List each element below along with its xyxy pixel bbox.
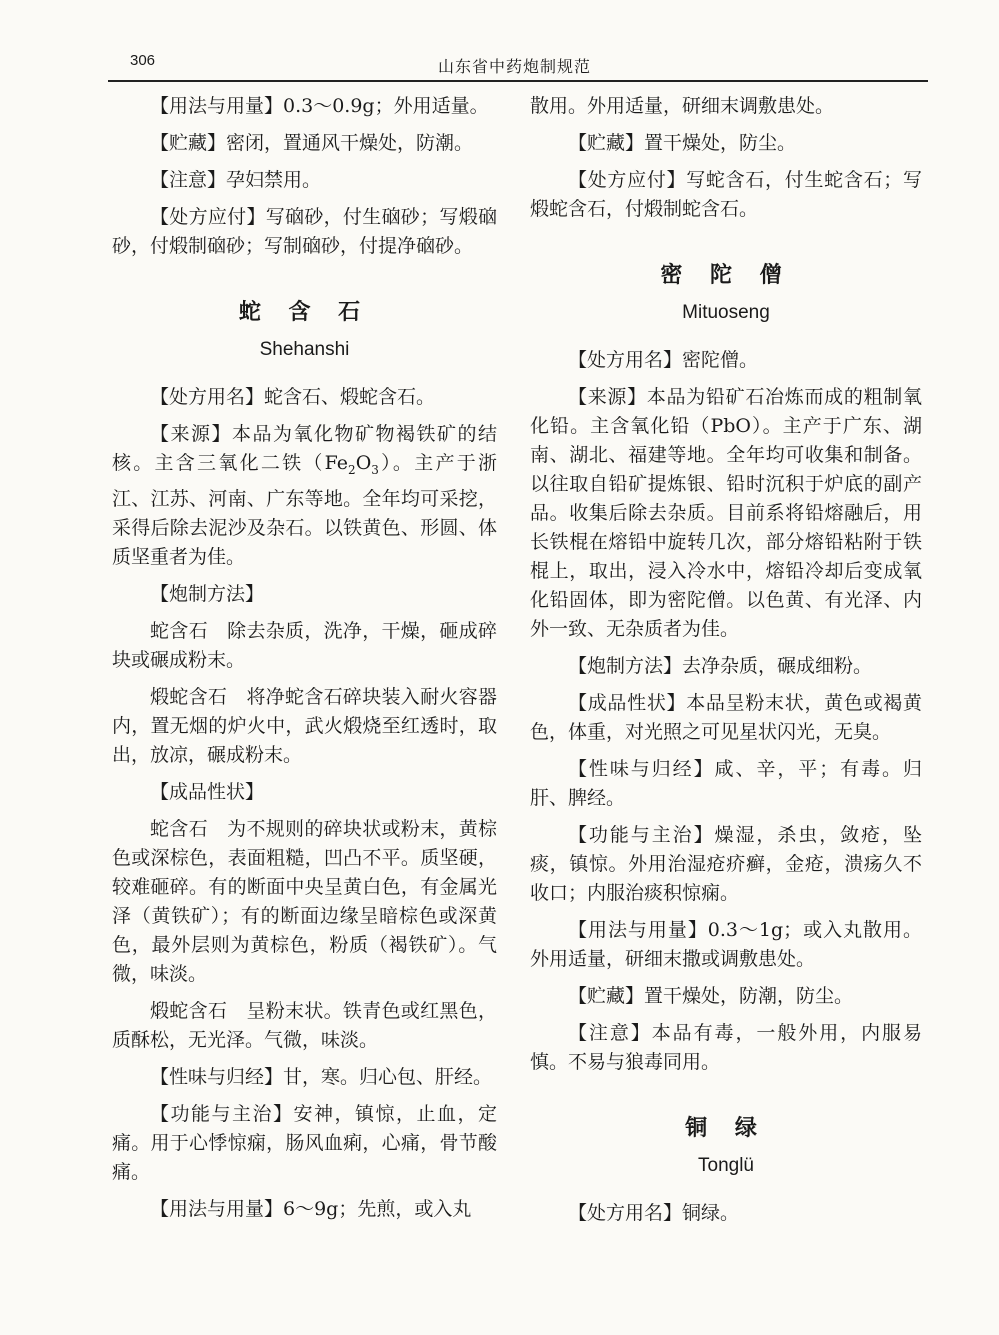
section-title: 蛇 含 石 <box>238 299 371 325</box>
right-column <box>530 92 922 1236</box>
paragraph: 【贮藏】密闭，置通风干燥处，防潮。 <box>150 132 474 154</box>
paragraph: 【用法与用量】0.3～1g；或入丸散用。外用适量，研细末撒或调敷患处。 <box>530 919 922 970</box>
section-title: 铜 绿 <box>685 1115 767 1141</box>
paragraph: 【用法与用量】6～9g；先煎，或入丸 <box>150 1197 472 1220</box>
paragraph: 【处方用名】密陀僧。 <box>568 349 759 371</box>
paragraph: 【性味与归经】咸、辛，平；有毒。归肝、脾经。 <box>530 758 922 809</box>
paragraph: 【注意】孕妇禁用。 <box>150 169 322 191</box>
page-number: 306 <box>130 52 156 69</box>
paragraph: 【成品性状】 <box>150 780 265 803</box>
section-title-pinyin: Mituoseng <box>682 302 770 323</box>
paragraph: 【来源】本品为氧化物矿物褐铁矿的结核。主含三氧化二铁$(Fe_2O_3)$。主产于浙江、江苏、河南、广东等地。全年均可采挖，采得后除去泥沙及杂石。以铁黄色、形圆、体质坚重者为佳。 <box>112 423 497 568</box>
paragraph: 【成品性状】本品呈粉末状，黄色或褐黄色，体重，对光照之可见星状闪光，无臭。 <box>530 692 922 743</box>
paragraph: 【功能与主治】燥湿，杀虫，敛疮，坠痰，镇惊。外用治湿疮疥癣，金疮，溃疡久不收口；内服治痰积惊痫。 <box>530 824 922 904</box>
page-header <box>108 50 928 82</box>
paragraph: 【处方用名】铜绿。 <box>568 1202 740 1224</box>
section-title-pinyin: Tonglü <box>698 1155 754 1176</box>
paragraph: 蛇含石 为不规则的碎块状或粉末，黄棕色或深棕色，表面粗糙，凹凸不平。质坚硬，较难砸碎。有的断面中央呈黄白色，有金属光泽（黄铁矿）；有的断面边缘呈暗棕色或深黄色，最外层则为黄棕色，粉质（褐铁矿）。气微，味淡。 <box>112 817 497 985</box>
paragraph: 【来源】本品为铅矿石冶炼而成的粗制氧化铅。主含氧化铅（PbO）。主产于广东、湖南、湖北、福建等地。全年均可收集和制备。以往取自铅矿提炼银、铅时沉积于炉底的副产品。收集后除去杂质。目前系将铅熔融后，用长铁棍在熔铅中旋转几次，部分熔铅粘附于铁棍上，取出，浸入冷水中，熔铅冷却后变成氧化铅固体，即为密陀僧。以色黄、有光泽、内外一致、无杂质者为佳。 <box>530 386 922 640</box>
paragraph: 【贮藏】置干燥处，防潮，防尘。 <box>568 985 854 1007</box>
paragraph: 【炮制方法】去净杂质，碾成细粉。 <box>568 655 873 677</box>
paragraph: 煅蛇含石 将净蛇含石碎块装入耐火容器内，置无烟的炉火中，武火煅烧至红透时，取出，放凉，碾成粉末。 <box>112 685 497 766</box>
paragraph: 【炮制方法】 <box>150 582 265 605</box>
paragraph: 煅蛇含石 呈粉末状。铁青色或红黑色，质酥松，无光泽。气微，味淡。 <box>112 999 497 1051</box>
paragraph: 【用法与用量】0.3～0.9g；外用适量。 <box>150 95 489 117</box>
running-title: 山东省中药炮制规范 <box>438 57 592 76</box>
paragraph: 蛇含石 除去杂质，洗净，干燥，砸成碎块或碾成粉末。 <box>112 619 497 671</box>
paragraph: 【注意】本品有毒，一般外用，内服易慎。不易与狼毒同用。 <box>530 1022 922 1073</box>
paragraph: 【性味与归经】甘，寒。归心包、肝经。 <box>150 1065 493 1088</box>
paragraph: 【处方应付】写硇砂，付生硇砂；写煅硇砂，付煅制硇砂；写制硇砂，付提净硇砂。 <box>112 206 497 257</box>
paragraph: 【功能与主治】安神，镇惊，止血，定痛。用于心悸惊痫，肠风血痢，心痛，骨节酸痛。 <box>112 1102 497 1183</box>
section-title-pinyin: Shehanshi <box>259 339 350 360</box>
paragraph: 【处方用名】蛇含石、煅蛇含石。 <box>150 386 436 408</box>
paragraph: 散用。外用适量，研细末调敷患处。 <box>530 95 835 117</box>
paragraph: 【贮藏】置干燥处，防尘。 <box>568 132 797 154</box>
section-title: 密 陀 僧 <box>660 262 792 288</box>
left-column <box>112 92 497 1232</box>
paragraph: 【处方应付】写蛇含石，付生蛇含石；写煅蛇含石，付煅制蛇含石。 <box>530 169 922 220</box>
